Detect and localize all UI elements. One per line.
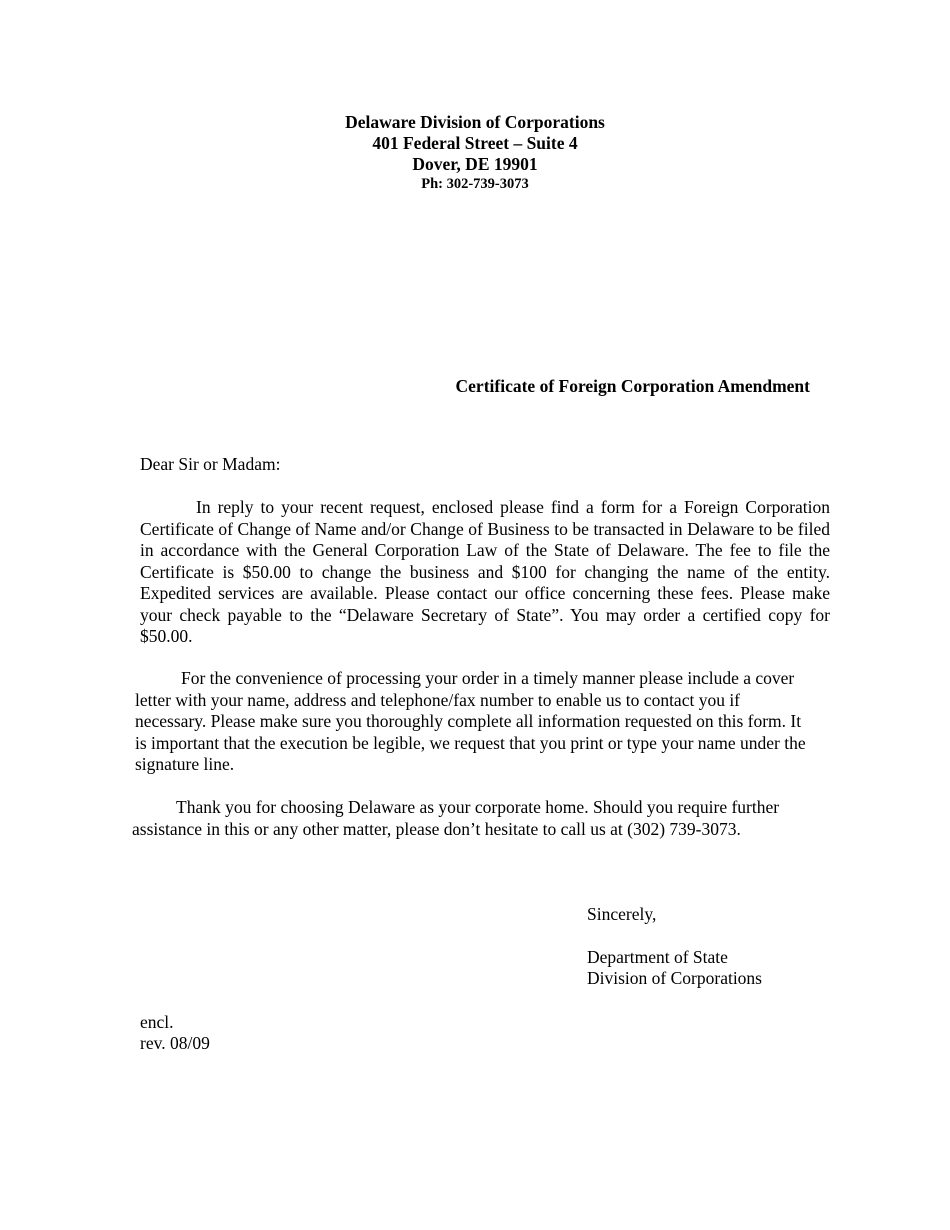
body-paragraph-thanks: Thank you for choosing Delaware as your corporate home. Should you require further assistance in this or any other matter, please don’t hesitate to call us at (302) 739-3073.: [132, 797, 780, 839]
body-paragraph-fees: In reply to your recent request, enclosed please find a form for a Foreign Corporation Certificate of Change of Name and/or Change of Business to be transacted in Delaware to be filed in accordance with the General Corporation Law of the State of Delaware. The fee to file the Certificate is $50.00 to change the business and $100 for changing the name of the entity. Expedited services are available. Please contact our office concerning these fees. Please make your check payable to the “Delaware Secretary of State”. You may order a certified copy for $50.00.: [140, 497, 830, 646]
enclosure-note: encl.: [140, 1012, 174, 1032]
signature-division: Division of Corporations: [587, 968, 762, 988]
revision-note: rev. 08/09: [140, 1033, 210, 1053]
letterhead-city-state-zip: Dover, DE 19901: [412, 154, 538, 174]
letterhead-street-address: 401 Federal Street – Suite 4: [372, 133, 578, 153]
body-paragraph-processing: For the convenience of processing your order in a timely manner please include a cover letter with your name, address and telephone/fax number to enable us to contact you if necessary. Please make sure you thoroughly complete all information requested on this form. It is important that the execution be legible, we request that you print or type your name under the signature line.: [135, 668, 806, 774]
document-title: Certificate of Foreign Corporation Amendment: [455, 376, 810, 396]
closing-sincerely: Sincerely,: [587, 904, 657, 924]
letterhead: [0, 112, 950, 194]
letterhead-org-name: Delaware Division of Corporations: [345, 112, 605, 132]
letterhead-phone: Ph: 302-739-3073: [421, 176, 529, 192]
signature-department: Department of State: [587, 947, 728, 967]
salutation: Dear Sir or Madam:: [140, 454, 281, 474]
